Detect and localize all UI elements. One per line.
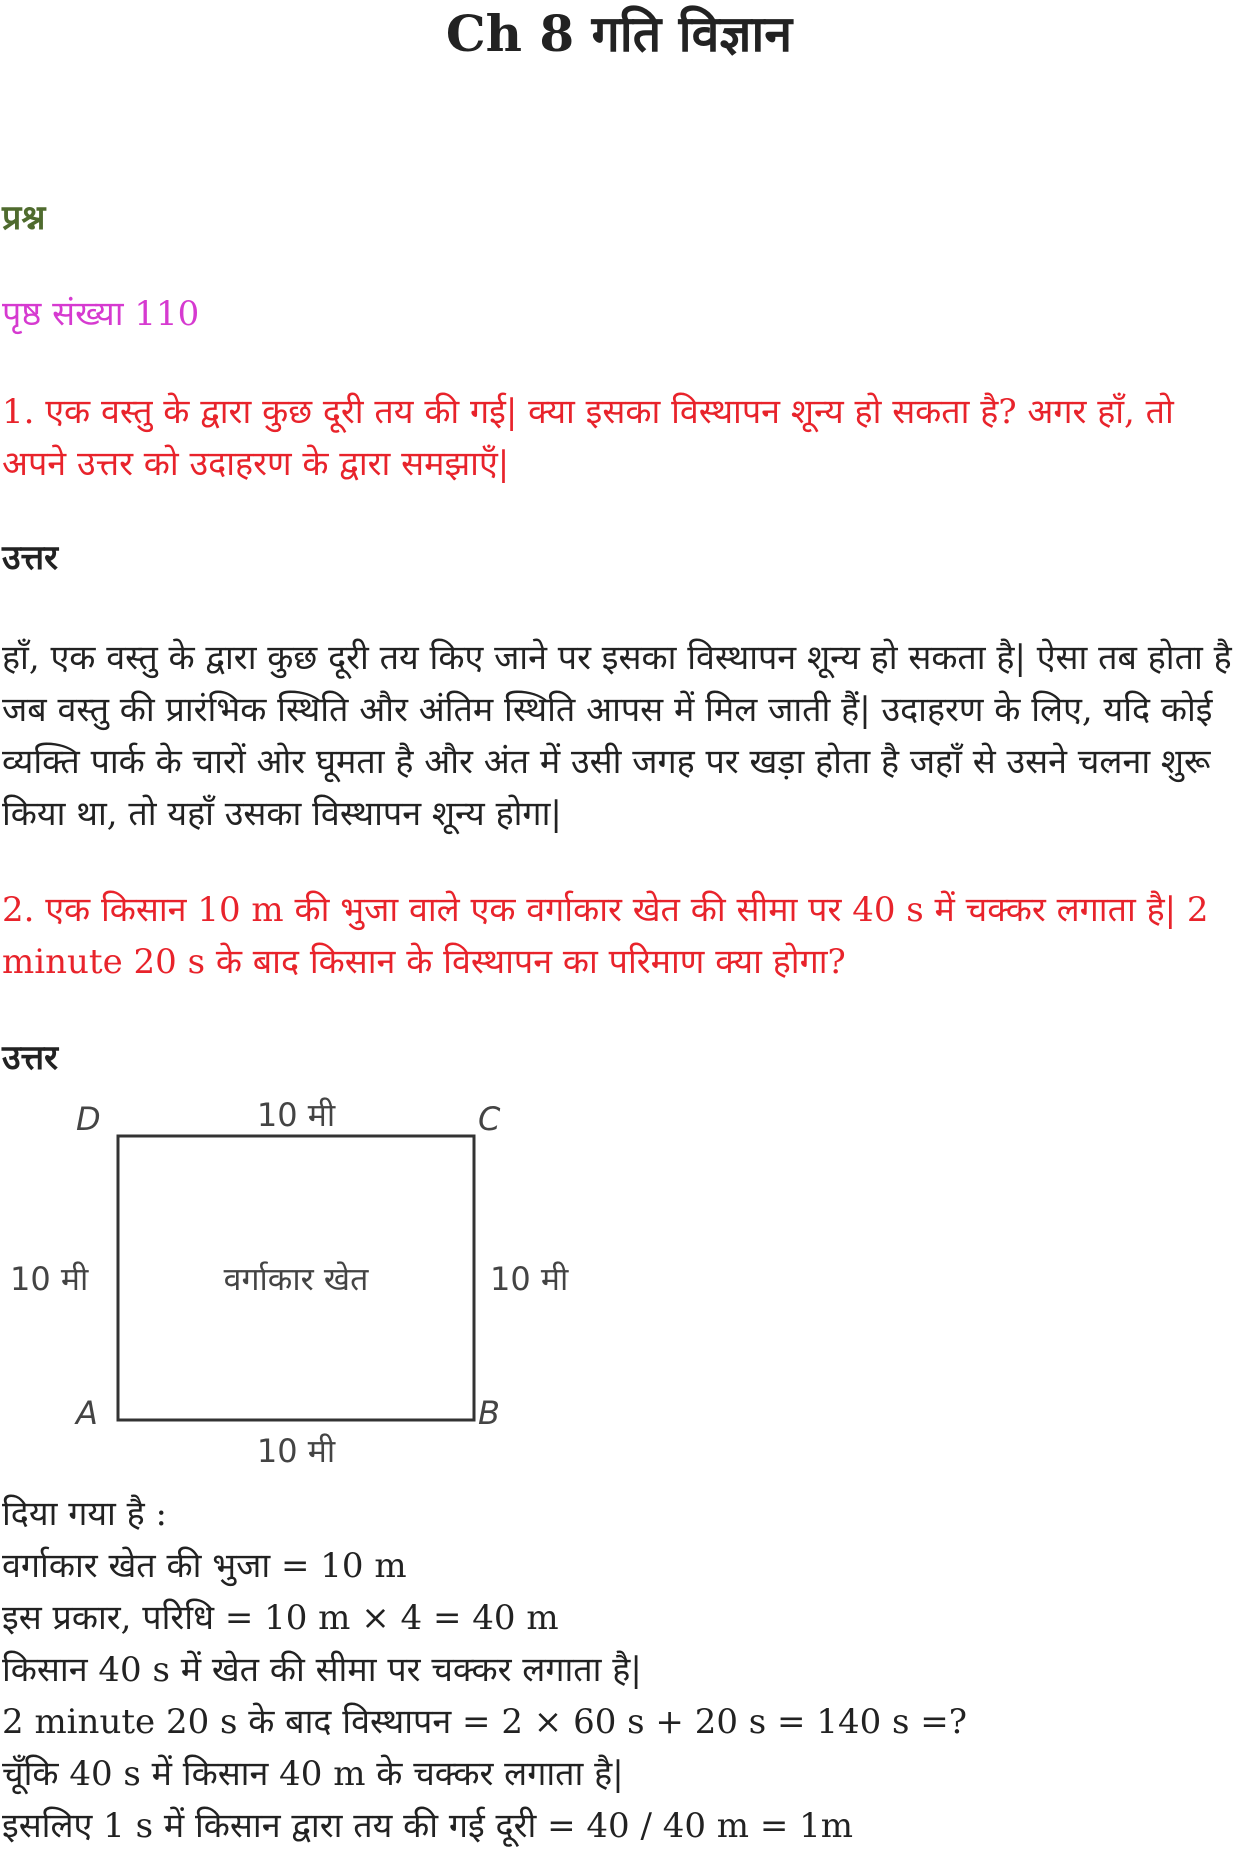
corner-d-label: D (76, 1100, 101, 1138)
question-1: 1. एक वस्तु के द्वारा कुछ दूरी तय की गई| क्या इसका विस्थापन शून्य हो सकता है? अगर हाँ, तो अपने उत्तर को उदाहरण के द्वारा समझाएँ| (2, 392, 1174, 484)
given-line: किसान 40 s में खेत की सीमा पर चक्कर लगाता है| (2, 1650, 642, 1690)
square-field-diagram (0, 1090, 600, 1480)
given-line: इस प्रकार, परिधि = 10 m × 4 = 40 m (2, 1598, 559, 1638)
top-side-label: 10 मी (256, 1096, 336, 1134)
given-line: दिया गया है : (2, 1494, 167, 1534)
page-title: Ch 8 गति विज्ञान (445, 4, 793, 63)
answer-heading-1: उत्तर (2, 538, 59, 578)
given-line: वर्गाकार खेत की भुजा = 10 m (2, 1546, 407, 1586)
question-2: 2. एक किसान 10 m की भुजा वाले एक वर्गाकार खेत की सीमा पर 40 s में चक्कर लगाता है| 2 minute 20 s के बाद किसान के विस्थापन का परिमाण क्या होगा? (2, 890, 1209, 982)
given-line: 2 minute 20 s के बाद विस्थापन = 2 × 60 s + 20 s = 140 s =? (2, 1702, 967, 1742)
page-number-label: पृष्ठ संख्या 110 (2, 294, 200, 334)
bottom-side-label: 10 मी (256, 1432, 336, 1470)
given-line: चूँकि 40 s में किसान 40 m के चक्कर लगाता है| (2, 1754, 624, 1794)
corner-b-label: B (478, 1394, 500, 1432)
corner-a-label: A (76, 1394, 98, 1432)
corner-c-label: C (478, 1100, 501, 1138)
given-line: इसलिए 1 s में किसान द्वारा तय की गई दूरी = 40 / 40 m = 1m (2, 1806, 854, 1846)
right-side-label: 10 मी (490, 1260, 569, 1298)
left-side-label: 10 मी (10, 1260, 89, 1298)
section-heading-questions: प्रश्न (2, 198, 46, 238)
field-center-label: वर्गाकार खेत (223, 1260, 369, 1298)
answer-heading-2: उत्तर (2, 1038, 59, 1078)
square-field-svg (0, 1090, 600, 1480)
given-calculation (2, 1488, 1236, 1852)
answer-1-text: हाँ, एक वस्तु के द्वारा कुछ दूरी तय किए जाने पर इसका विस्थापन शून्य हो सकता है| ऐसा तब होता है जब वस्तु की प्रारंभिक स्थिति और अंतिम स्थिति आपस में मिल जाती हैं| उदाहरण के लिए, यदि कोई व्यक्ति पार्क के चारों ओर घूमता है और अंत में उसी जगह पर खड़ा होता है जहाँ से उसने चलना शुरू किया था, तो यहाँ उसका विस्थापन शून्य होगा| (2, 638, 1232, 834)
